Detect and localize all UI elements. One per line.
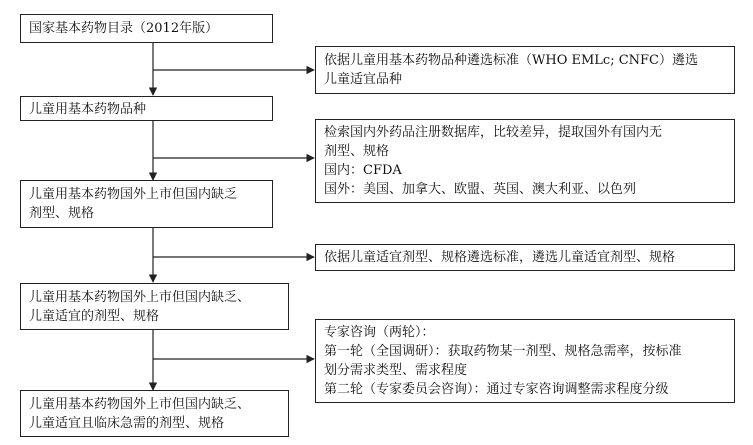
process-box-expert-consultation [315, 319, 735, 403]
box-text-line: 儿童用基本药物国外上市但国内缺乏 [29, 187, 238, 202]
box-text-line: 儿童适宜且临床急需的剂型、规格 [29, 416, 225, 431]
process-box-registration-database-search [315, 119, 735, 203]
box-text-line: 儿童适宜的剂型、规格 [29, 309, 160, 324]
flow-box-clinically-urgent-dosage-forms [20, 390, 289, 437]
box-text-line: 儿童用基本药物国外上市但国内缺乏、 [29, 397, 251, 412]
box-text-line: 专家咨询（两轮）： [324, 325, 435, 340]
box-text-line: 检索国内外药品注册数据库，比较差异，提取国外有国内无 [324, 125, 663, 140]
flow-box-pediatric-varieties [20, 96, 273, 121]
box-text-line: 儿童用基本药物品种 [29, 102, 147, 117]
box-text-line: 依据儿童用基本药物品种遴选标准（WHO EMLc; CNFC）遴选 [324, 53, 699, 68]
box-text-line: 第一轮（全国调研）：获取药物某一剂型、规格急需率，按标准 [324, 344, 682, 359]
flow-box-child-suitable-dosage-forms [20, 283, 289, 330]
box-text-line: 国家基本药物目录（2012年版） [29, 21, 219, 36]
box-text-line: 第二轮（专家委员会咨询）：通过专家咨询调整需求程度分级 [324, 382, 669, 397]
box-text-line: 国外：美国、加拿大、欧盟、英国、澳大利亚、以色列 [324, 182, 637, 197]
box-text-line: 剂型、规格 [29, 206, 95, 221]
box-text-line: 依据儿童适宜剂型、规格遴选标准，遴选儿童适宜剂型、规格 [324, 250, 676, 265]
box-text-line: 划分需求类型、需求程度 [324, 363, 468, 378]
process-box-variety-selection [315, 46, 735, 94]
box-text-line: 国内：CFDA [324, 163, 402, 178]
flow-box-essential-drug-list [20, 14, 273, 43]
flow-box-foreign-listed-domestic-lacking [20, 180, 273, 228]
box-text-line: 儿童适宜品种 [324, 72, 403, 87]
process-box-dosage-form-selection [315, 244, 735, 271]
box-text-line: 剂型、规格 [324, 144, 390, 159]
box-text-line: 儿童用基本药物国外上市但国内缺乏、 [29, 290, 251, 305]
